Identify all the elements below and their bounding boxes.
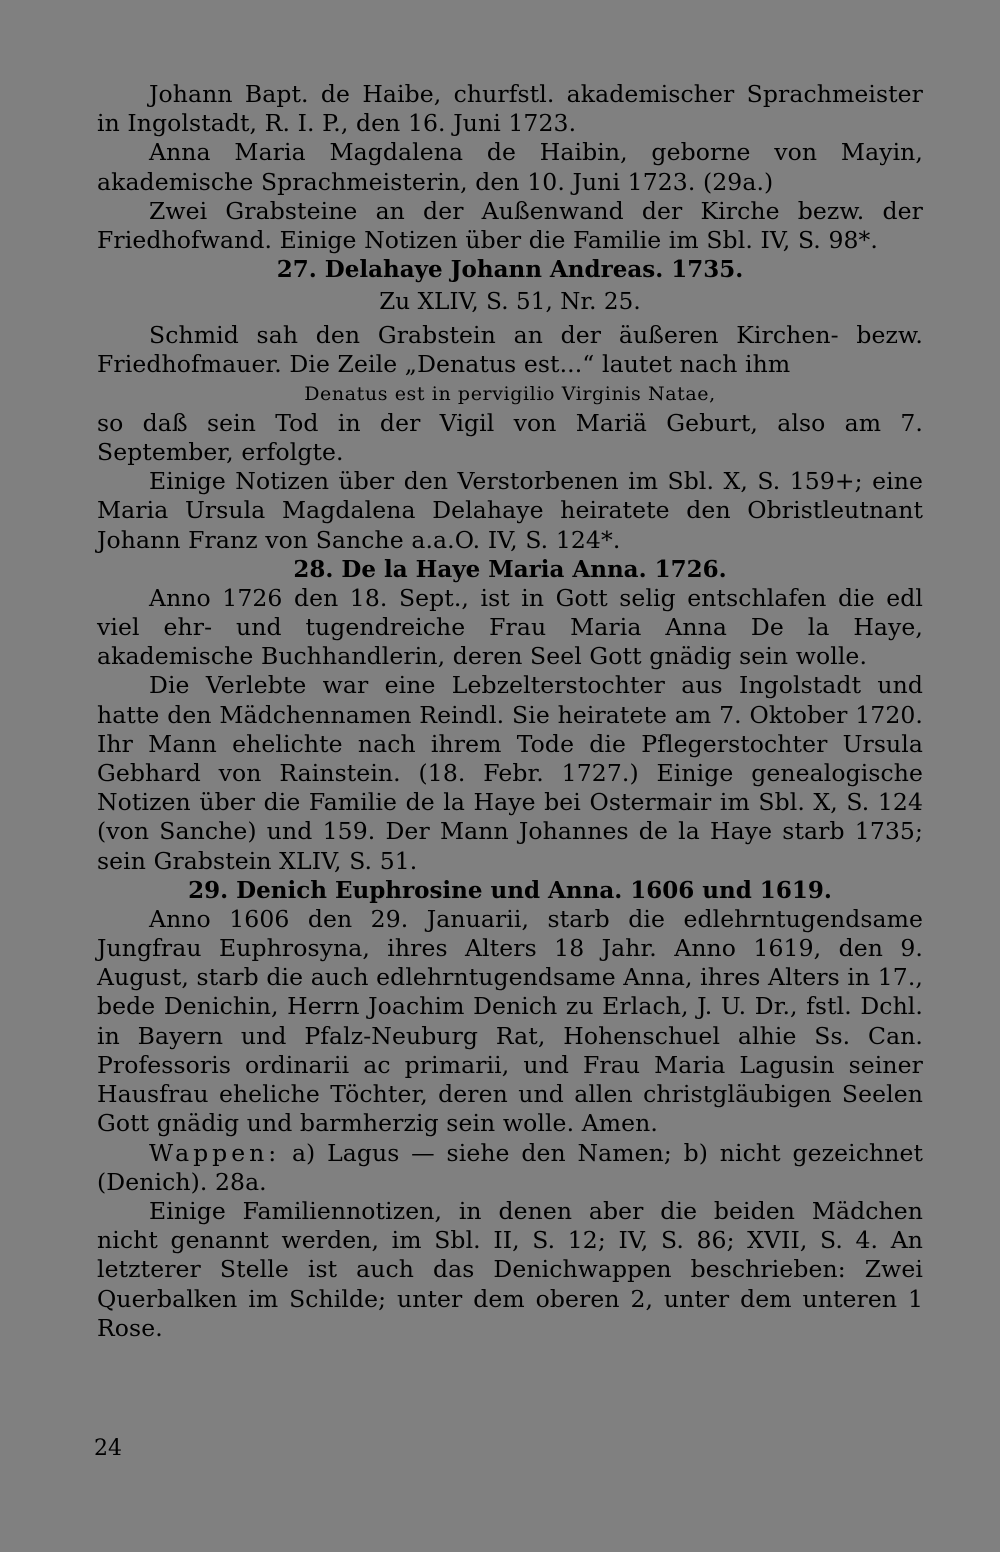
entry26-paragraph-1: Johann Bapt. de Haibe, churfstl. akademischer Sprachmeister in Ingolstadt, R. I. P., den 16. Juni 1723. — [97, 80, 923, 138]
entry26-paragraph-3: Zwei Grabsteine an der Außenwand der Kirche bezw. der Friedhofwand. Einige Notizen über die Familie im Sbl. IV, S. 98*. — [97, 196, 923, 255]
text-column — [97, 80, 923, 1343]
entry27-paragraph-2: so daß sein Tod in der Vigil von Mariä Geburt, also am 7. September, erfolgte. — [97, 408, 923, 467]
entry29-heading: 29. Denich Euphrosine und Anna. 1606 und 1619. — [188, 876, 832, 904]
entry27-paragraph-3: Einige Notizen über den Verstorbenen im Sbl. X, S. 159+; eine Maria Ursula Magdalena Delahaye heiratete den Obristleutnant Johann Franz von Sanche a.a.O. IV, S. 124*. — [97, 467, 923, 554]
entry29-paragraph-3: Einige Familiennotizen, in denen aber die beiden Mädchen nicht genannt werden, im Sbl. II, S. 12; IV, S. 86; XVII, S. 4. An letzterer Stelle ist auch das Denichwappen beschrieben: Zwei Querbalken im Schilde; unter dem oberen 2, unter dem unteren 1 Rose. — [97, 1196, 923, 1342]
wappen-text: a) Lagus — siehe den Namen; b) nicht gezeichnet (Denich). 28a. — [97, 1138, 923, 1196]
wappen-label: Wappen: — [149, 1138, 281, 1167]
page-number: 24 — [94, 1436, 122, 1461]
entry28-paragraph-2: Die Verlebte war eine Lebzelterstochter aus Ingolstadt und hatte den Mädchennamen Reindl. Sie heiratete am 7. Oktober 1720. Ihr Mann ehelichte nach ihrem Tode die Pflegerstochter Ursula Gebhard von Rainstein. (18. Febr. 1727.) Einige genealogische Notizen über die Familie de la Haye bei Ostermair im Sbl. X, S. 124 (von Sanche) und 159. Der Mann Johannes de la Haye starb 1735; sein Grabstein XLIV, S. 51. — [97, 671, 923, 875]
entry26-paragraph-2: Anna Maria Magdalena de Haibin, geborne von Mayin, akademische Sprachmeisterin, den 10. Juni 1723. (29a.) — [97, 138, 923, 196]
entry28-heading: 28. De la Haye Maria Anna. 1726. — [293, 555, 727, 583]
entry29-paragraph-1: Anno 1606 den 29. Januarii, starb die edlehrntugendsame Jungfrau Euphrosyna, ihres Alters 18 Jahr. Anno 1619, den 9. August, starb die auch edlehrntugendsame Anna, ihres Alters in 17., bede Denichin, Herrn Joachim Denich zu Erlach, J. U. Dr., fstl. Dchl. in Bayern und Pfalz-Neuburg Rat, Hohenschuel alhie Ss. Can. Professoris ordinarii ac primarii, und Frau Maria Lagusin seiner Hausfrau eheliche Töchter, deren und allen christgläubigen Seelen Gott gnädig und barmherzig sein wolle. Amen. — [97, 904, 923, 1138]
entry27-paragraph-1: Schmid sah den Grabstein an der äußeren Kirchen- bezw. Friedhofmauer. Die Zeile „Denatus est...“ lautet nach ihm — [97, 321, 923, 379]
entry28-paragraph-1: Anno 1726 den 18. Sept., ist in Gott selig entschlafen die edl viel ehr- und tugendreiche Frau Maria Anna De la Haye, akademische Buchhandlerin, deren Seel Gott gnädig sein wolle. — [97, 583, 923, 671]
entry29-paragraph-2 — [97, 1139, 923, 1197]
entry27-heading: 27. Delahaye Johann Andreas. 1735. — [276, 256, 744, 284]
entry27-subheading: Zu XLIV, S. 51, Nr. 25. — [379, 289, 641, 316]
entry27-quote: Denatus est in pervigilio Virginis Natae, — [304, 382, 716, 405]
